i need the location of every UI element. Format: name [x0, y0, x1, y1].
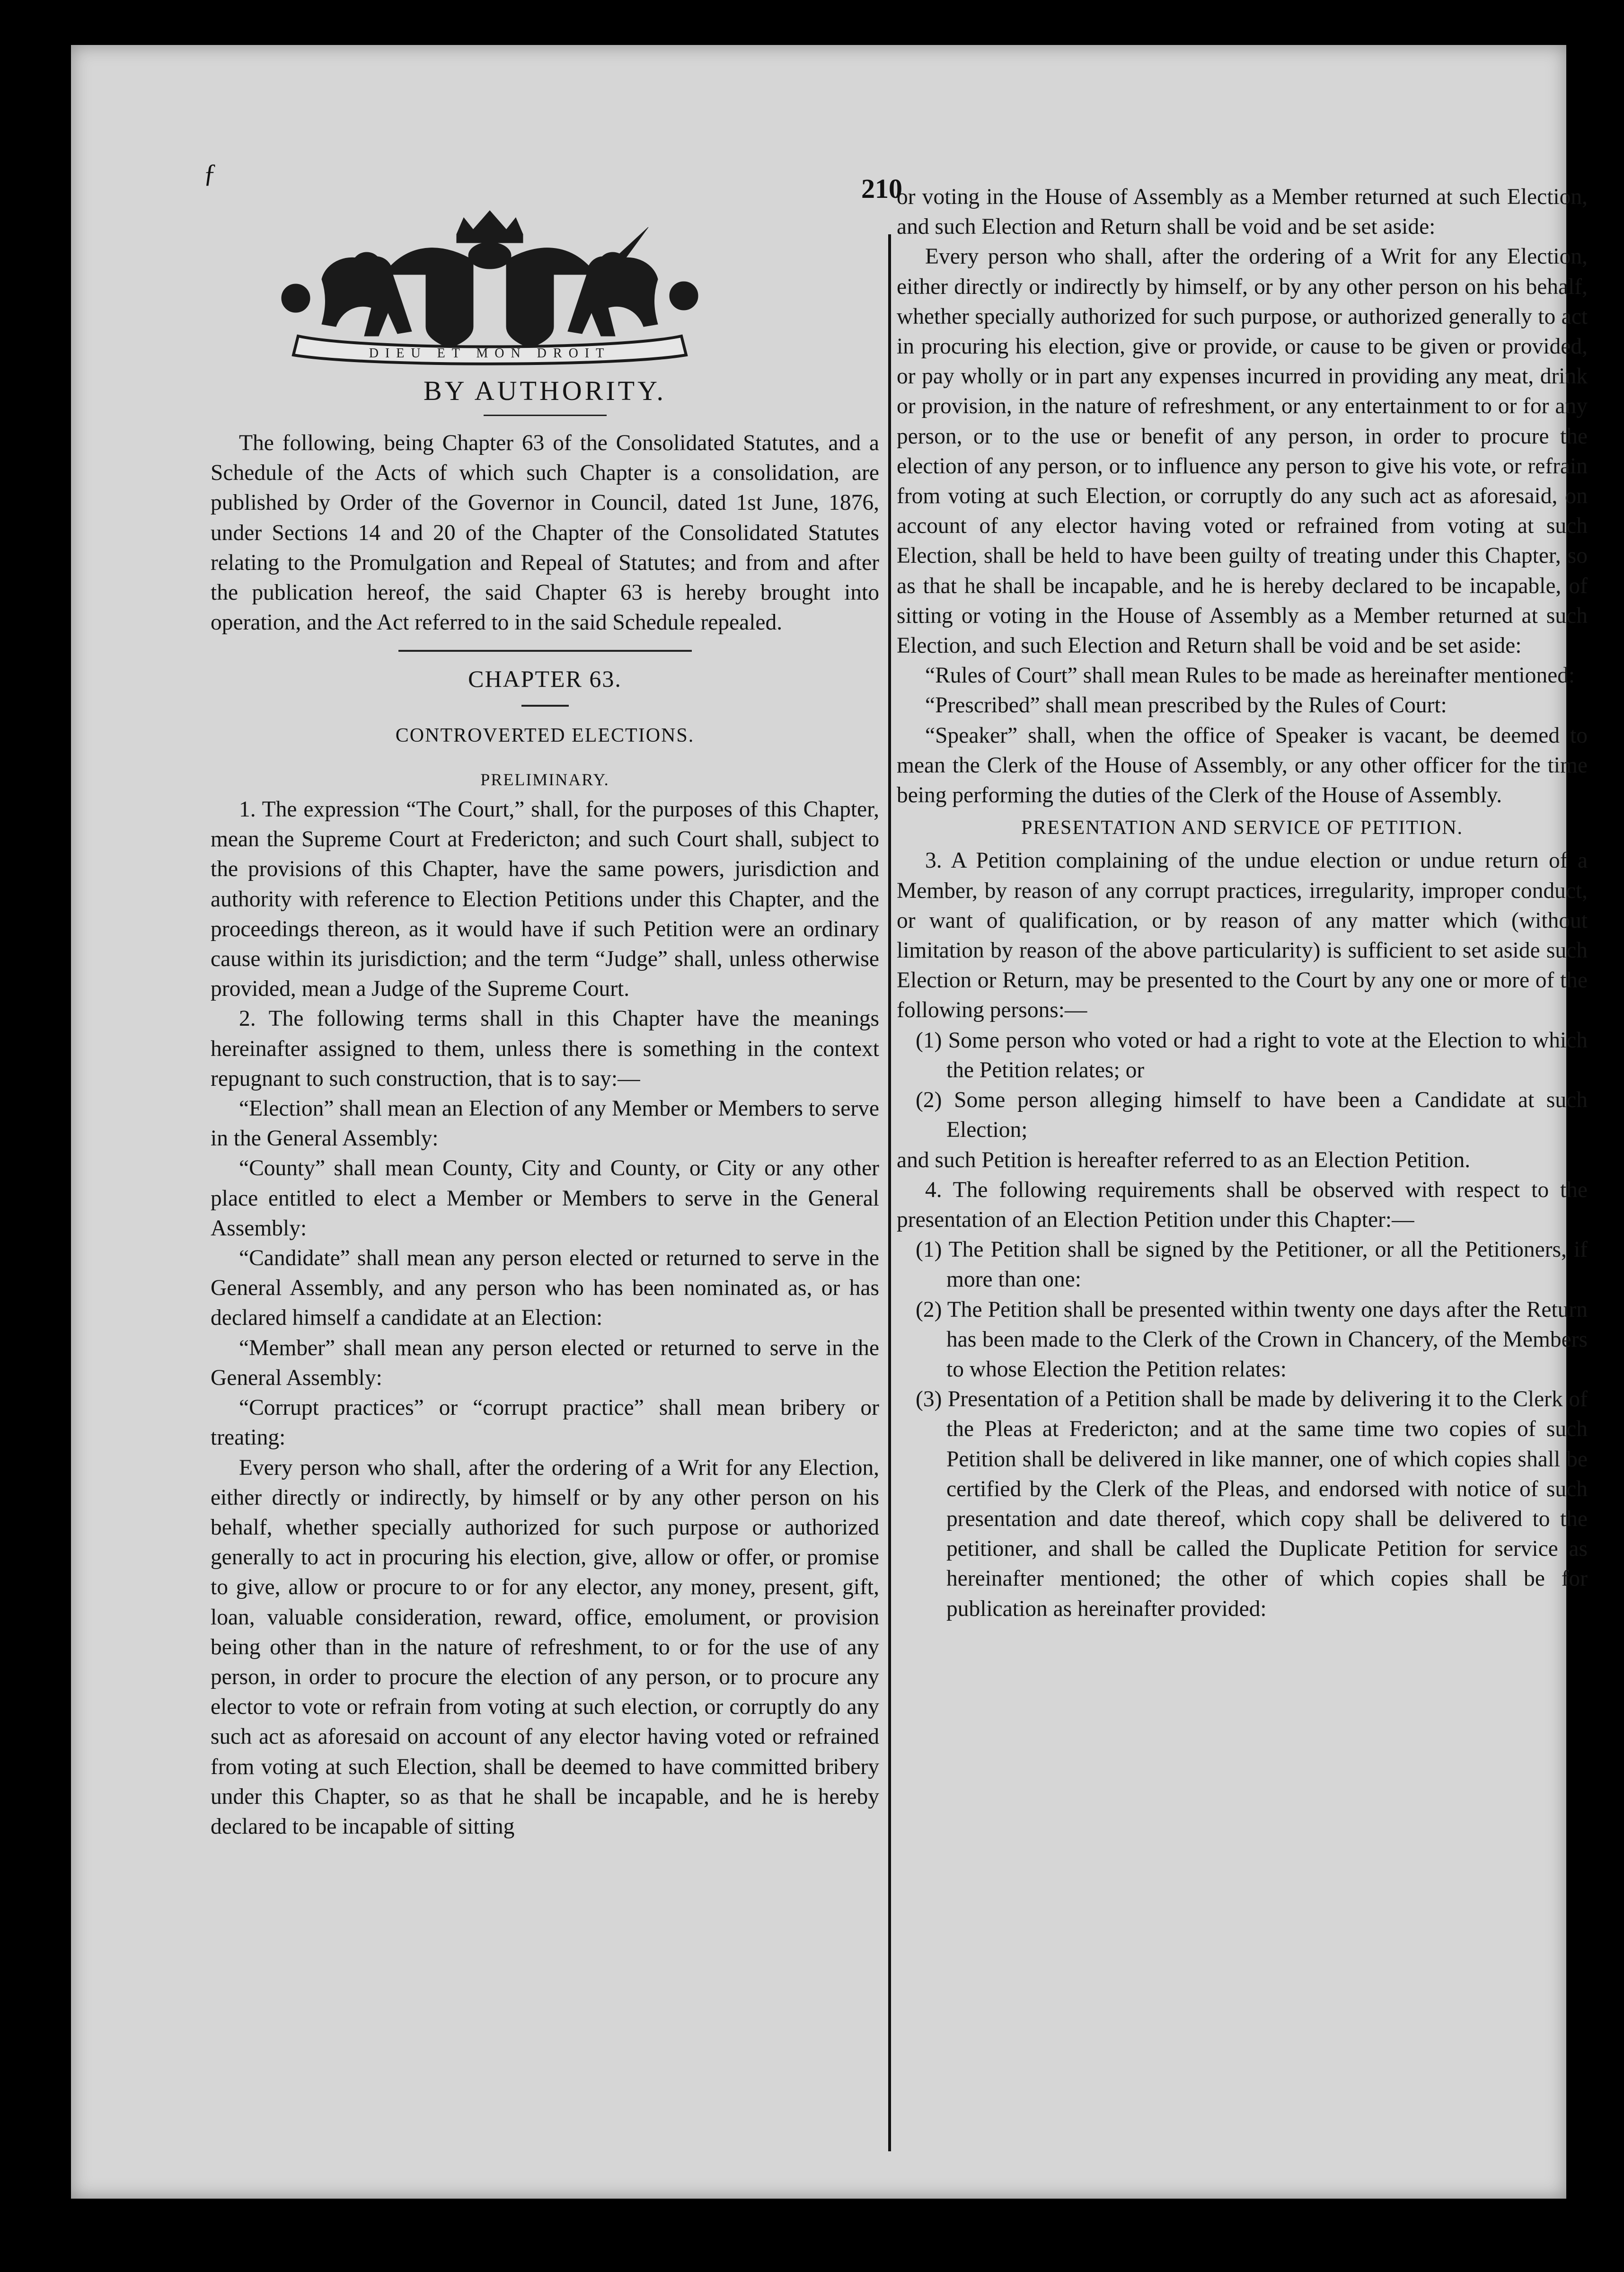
presentation-heading: PRESENTATION AND SERVICE OF PETITION.: [1021, 817, 1464, 839]
column-divider: [888, 234, 891, 2151]
preliminary-heading: PRELIMINARY.: [480, 770, 609, 789]
definition-speaker: “Speaker” shall, when the office of Speaker is vacant, be deemed to mean the Clerk of the House of Assembly, or any other officer for the time being performing the duties of the Clerk of the House of Assembly.: [897, 723, 1588, 808]
definition-rules-of-court: “Rules of Court” shall mean Rules to be made as hereinafter mentioned:: [925, 663, 1575, 688]
right-column: [897, 182, 1588, 1624]
section-4: 4. The following requirements shall be observed with respect to the presentation of an Election Petition under this Chapter:—: [897, 1177, 1588, 1232]
short-rule: [484, 415, 607, 416]
definition-treating: Every person who shall, after the ordering of a Writ for any Election, either directly or indirectly by himself, or by any other person on his behalf, whether specially authorized for such purpose, or authorized generally to act in procuring his election, give or provide, or cause to be given or provided, or pay wholly or in part any expenses incurred in providing any meat, drink or provision, in the nature of refreshment, or any entertainment to or for any person, or to the use or benefit of any person, in order to procure the election of any person, or to influence any person to give his vote, or refrain from voting at such Election, or corruptly do any such act as aforesaid, on account of any elector having voted or refrained from voting at such Election, shall be held to have been guilty of treating under this Chapter, so as that he shall be incapable, and he is hereby declared to be incapable, of sitting or voting in the House of Assembly as a Member returned at such Election, and such Election and Return shall be void and be set aside:: [897, 244, 1588, 658]
section-4-item-1: (1) The Petition shall be signed by the Petitioner, or all the Petitioners, if more than one:: [916, 1237, 1588, 1292]
section-4-item-3: (3) Presentation of a Petition shall be made by delivering it to the Clerk of the Pleas at Fredericton; and at the same time two copies of such Petition shall be delivered in like manner, one of which copies shall be certified by the Clerk of the Pleas, and endorsed with notice of such presentation and date thereof, which copy shall be delivered to the petitioner, and shall be called the Duplicate Petition for service as hereinafter mentioned; the other of which copies shall be for publication as hereinafter provided:: [916, 1387, 1588, 1621]
definition-county: “County” shall mean County, City and County, or City or any other place entitled to elect a Member or Members to serve in the General Assembly:: [211, 1156, 879, 1241]
bribery-continuation: or voting in the House of Assembly as a Member returned at such Election, and such Election and Return shall be void and be set aside:: [897, 185, 1588, 240]
scanned-page: [71, 45, 1588, 2199]
section-3-item-1: (1) Some person who voted or had a right to vote at the Election to which the Petition relates; or: [916, 1028, 1588, 1083]
crest-motto: DIEU ET MON DROIT: [369, 346, 611, 361]
definition-prescribed: “Prescribed” shall mean prescribed by the Rules of Court:: [925, 693, 1447, 718]
definition-candidate: “Candidate” shall mean any person elected or returned to serve in the General Assembly, and any person who has been nominated as, or has declared himself a candidate at an Election:: [211, 1246, 879, 1331]
page-number: 210: [861, 173, 902, 204]
section-3-conclusion: and such Petition is hereafter referred to as an Election Petition.: [897, 1147, 1471, 1172]
chapter-title: CONTROVERTED ELECTIONS.: [395, 724, 695, 746]
section-rule: [398, 650, 692, 652]
definition-corrupt-practices: “Corrupt practices” or “corrupt practice” shall mean bribery or treating:: [211, 1395, 879, 1450]
chapter-heading: CHAPTER 63.: [468, 666, 622, 692]
chapter-rule: [521, 705, 569, 707]
left-column: [211, 45, 879, 1842]
definition-member: “Member” shall mean any person elected or returned to serve in the General Assembly:: [211, 1335, 879, 1390]
section-1: 1. The expression “The Court,” shall, for the purposes of this Chapter, mean the Supreme Court at Fredericton; and such Court shall, subject to the provisions of this Chapter, have the same powers, jurisdiction and authority with reference to Election Petitions under this Chapter, and the proceedings thereon, as it would have if such Petition were an ordinary cause within its jurisdiction; and the term “Judge” shall, unless otherwise provided, mean a Judge of the Supreme Court.: [211, 797, 879, 1002]
section-3: 3. A Petition complaining of the undue election or undue return of a Member, by reason of any corrupt practices, irregularity, improper conduct, or want of qualification, or by reason of any matter which (without limitation by reason of the above particularity) is sufficient to set aside such Election or Return, may be presented to the Court by any one or more of the following persons:—: [897, 848, 1588, 1023]
intro-paragraph: The following, being Chapter 63 of the Consolidated Statutes, and a Schedule of the Acts of which such Chapter is a consolidation, are published by Order of the Governor in Council, dated 1st June, 1876, under Sections 14 and 20 of the Chapter of the Consolidated Statutes relating to the Promulgation and Repeal of Statutes; and from and after the publication hereof, the said Chapter 63 is hereby brought into operation, and the Act referred to in the said Schedule repealed.: [211, 431, 879, 635]
section-3-item-2: (2) Some person alleging himself to have been a Candidate at such Election;: [916, 1088, 1588, 1143]
section-2: 2. The following terms shall in this Chapter have the meanings hereinafter assigned to them, unless there is something in the context repugnant to such construction, that is to say:—: [211, 1006, 879, 1091]
section-4-item-2: (2) The Petition shall be presented within twenty one days after the Return has been made to the Clerk of the Crown in Chancery, of the Members to whose Election the Petition relates:: [916, 1297, 1588, 1382]
definition-election: “Election” shall mean an Election of any Member or Members to serve in the General Assembly:: [211, 1096, 879, 1151]
by-authority-heading: BY AUTHORITY.: [423, 375, 667, 406]
margin-mark: ƒ: [203, 159, 217, 188]
definition-bribery: Every person who shall, after the ordering of a Writ for any Election, either directly or indirectly, by himself or by any other person on his behalf, whether specially authorized for such purpose or authorized generally to act in procuring his election, give, allow or offer, or promise to give, allow or procure to or for any elector, any money, present, gift, loan, valuable consideration, reward, office, emolument, or provision being other than in the nature of refreshment, to or for the use of any person, in order to procure the election of any person, or to procure any elector to vote or refrain from voting at such election, or corruptly do any such act as aforesaid on account of any elector having voted or refrained from voting at such Election, shall be deemed to have committed bribery under this Chapter, so as that he shall be incapable, and he is hereby declared to be incapable of sitting: [211, 1455, 879, 1839]
